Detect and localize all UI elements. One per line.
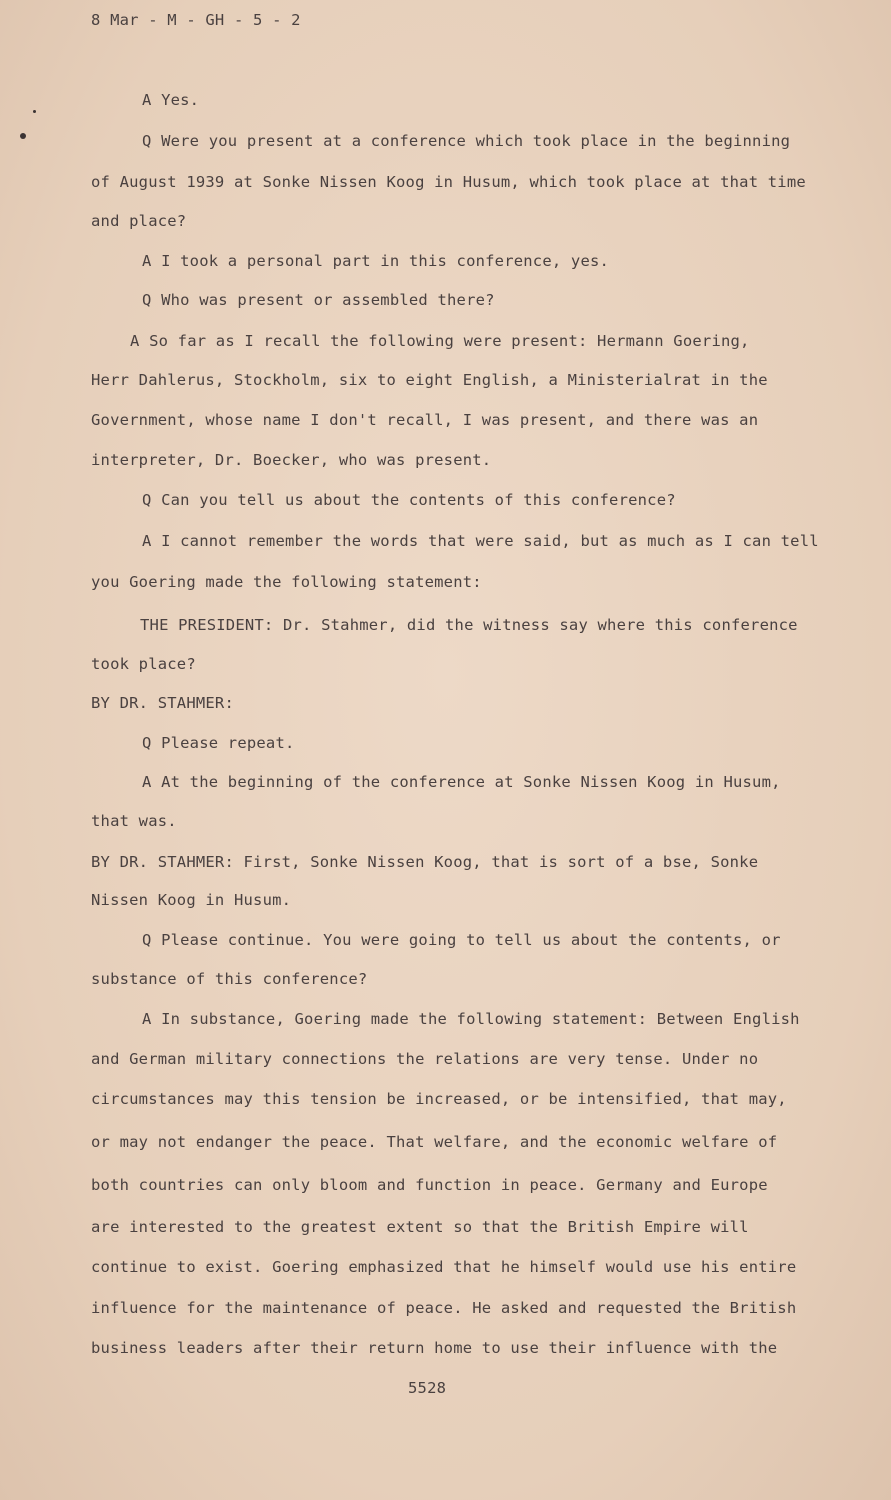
line-text: A In substance, Goering made the following statement: Between English (142, 1010, 800, 1028)
line-text: Herr Dahlerus, Stockholm, six to eight English, a Ministerialrat in the (91, 371, 768, 389)
text-line (91, 1217, 749, 1237)
line-text: continue to exist. Goering emphasized that he himself would use his entire (91, 1258, 797, 1276)
line-text: of August 1939 at Sonke Nissen Koog in Husum, which took place at that time (91, 173, 806, 191)
text-line (91, 410, 758, 430)
line-text: A At the beginning of the conference at Sonke Nissen Koog in Husum, (142, 773, 781, 791)
text-line (142, 1009, 800, 1029)
text-line (142, 930, 781, 950)
line-text: Q Please repeat. (142, 734, 295, 752)
text-line (91, 1298, 796, 1318)
text-line (91, 890, 291, 910)
line-text: A I cannot remember the words that were said, but as much as I can tell (142, 532, 819, 550)
text-line (91, 450, 491, 470)
ink-mark (33, 110, 36, 113)
ink-mark (20, 133, 26, 139)
text-line (142, 733, 295, 753)
text-line (142, 90, 199, 110)
line-text: are interested to the greatest extent so that the British Empire will (91, 1218, 749, 1236)
text-line (91, 1175, 768, 1195)
line-text: both countries can only bloom and function in peace. Germany and Europe (91, 1176, 768, 1194)
line-text: substance of this conference? (91, 970, 368, 988)
line-text: Q Were you present at a conference which took place in the beginning (142, 132, 791, 150)
text-line (142, 490, 676, 510)
line-text: Q Can you tell us about the contents of this conference? (142, 491, 676, 509)
line-text: Q Who was present or assembled there? (142, 291, 495, 309)
line-text: BY DR. STAHMER: First, Sonke Nissen Koog, that is sort of a bse, Sonke (91, 853, 759, 871)
text-line (91, 693, 234, 713)
line-text: and place? (91, 212, 187, 230)
line-text: and German military connections the relations are very tense. Under no (91, 1050, 759, 1068)
line-text: A So far as I recall the following were present: Hermann Goering, (130, 332, 750, 350)
text-line (91, 572, 482, 592)
line-text: or may not endanger the peace. That welfare, and the economic welfare of (91, 1133, 778, 1151)
text-line (142, 131, 790, 151)
text-line (130, 331, 750, 351)
text-line (91, 811, 177, 831)
page-number: 5528 (408, 1379, 447, 1397)
text-line (91, 969, 367, 989)
line-text: Government, whose name I don't recall, I was present, and there was an (91, 411, 759, 429)
line-text: that was. (91, 812, 177, 830)
text-line (91, 852, 758, 872)
line-text: influence for the maintenance of peace. He asked and requested the British (91, 1299, 797, 1317)
text-line (142, 290, 495, 310)
text-line (142, 772, 781, 792)
text-line (91, 1089, 787, 1109)
line-text: circumstances may this tension be increased, or be intensified, that may, (91, 1090, 787, 1108)
text-line (91, 1338, 777, 1358)
line-text: business leaders after their return home to use their influence with the (91, 1339, 778, 1357)
text-line (91, 211, 186, 231)
line-text: THE PRESIDENT: Dr. Stahmer, did the witness say where this conference (140, 616, 798, 634)
text-line (91, 1132, 777, 1152)
text-line (91, 370, 768, 390)
text-line (91, 1049, 758, 1069)
line-text: Nissen Koog in Husum. (91, 891, 292, 909)
line-text: you Goering made the following statement: (91, 573, 482, 591)
line-text: took place? (91, 655, 196, 673)
text-line (91, 172, 806, 192)
text-line (91, 1257, 796, 1277)
line-text: BY DR. STAHMER: (91, 694, 234, 712)
line-text: interpreter, Dr. Boecker, who was present. (91, 451, 492, 469)
page-header: 8 Mar - M - GH - 5 - 2 (91, 11, 301, 29)
text-line (142, 531, 819, 551)
line-text: Q Please continue. You were going to tell us about the contents, or (142, 931, 781, 949)
text-line (91, 654, 196, 674)
line-text: A Yes. (142, 91, 200, 109)
line-text: A I took a personal part in this conference, yes. (142, 252, 610, 270)
text-line (140, 615, 798, 635)
text-line (142, 251, 609, 271)
